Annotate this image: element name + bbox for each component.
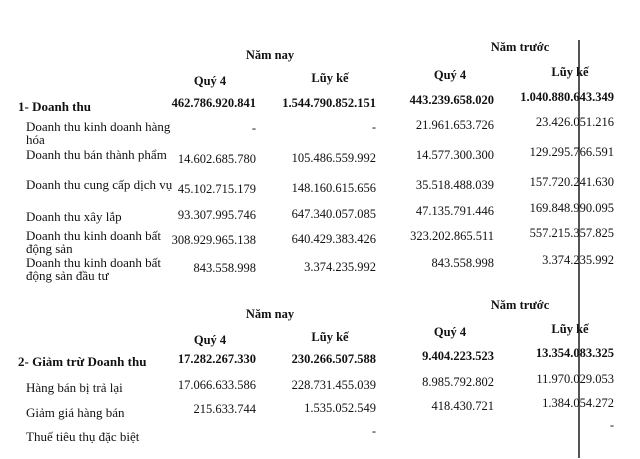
value-quarter-previous: 9.404.223.523 xyxy=(422,349,494,363)
value-quarter-previous: 14.577.300.300 xyxy=(415,148,494,162)
value-cumulative-previous: 3.374.235.992 xyxy=(542,253,614,267)
row-label: Doanh thu bán thành phẩm xyxy=(26,147,167,162)
row-label: 2- Giảm trừ Doanh thu xyxy=(18,354,147,369)
value-quarter-current: 843.558.998 xyxy=(193,261,256,275)
row-label: Thuế tiêu thụ đặc biệt xyxy=(26,429,140,444)
value-cumulative-previous: 11.970.029.053 xyxy=(536,372,614,386)
value-quarter-current: 17.282.267.330 xyxy=(177,352,256,366)
row-label: Doanh thu kinh doanh bất động sản xyxy=(26,228,162,256)
col-quarter-previous: Quý 4 xyxy=(433,325,467,339)
col-quarter-previous: Quý 4 xyxy=(433,68,467,82)
col-cumulative-current: Lũy kế xyxy=(311,330,349,344)
value-quarter-previous: 418.430.721 xyxy=(431,399,494,413)
value-quarter-previous: 47.135.791.446 xyxy=(415,204,494,218)
row-label: Doanh thu kinh doanh bất động sản đầu tư xyxy=(26,255,162,283)
value-cumulative-previous: 1.384.054.272 xyxy=(542,396,614,410)
value-quarter-previous: 8.985.792.802 xyxy=(422,375,494,389)
value-cumulative-current: 230.266.507.588 xyxy=(291,352,376,366)
value-quarter-previous: 443.239.658.020 xyxy=(409,93,494,107)
value-cumulative-previous: - xyxy=(609,418,614,432)
value-quarter-current: 308.929.965.138 xyxy=(171,233,256,247)
value-cumulative-current: 3.374.235.992 xyxy=(304,260,376,274)
col-cumulative-previous: Lũy kế xyxy=(551,65,589,79)
value-cumulative-current: 148.160.615.656 xyxy=(291,181,376,195)
value-quarter-current: 14.602.685.780 xyxy=(177,152,256,166)
value-cumulative-current: 1.535.052.549 xyxy=(304,401,376,415)
period-previous-header: Năm trước xyxy=(490,40,550,54)
value-cumulative-previous: 157.720.241.630 xyxy=(529,175,614,189)
value-cumulative-current: - xyxy=(371,120,376,134)
value-cumulative-current: 647.340.057.085 xyxy=(291,207,376,221)
row-label: 1- Doanh thu xyxy=(18,99,91,114)
col-cumulative-previous: Lũy kế xyxy=(551,322,589,336)
period-current-header: Năm nay xyxy=(245,307,295,321)
value-cumulative-previous: 129.295.766.591 xyxy=(529,145,614,159)
row-label: Hàng bán bị trả lại xyxy=(26,380,123,395)
row-label: Doanh thu xây lắp xyxy=(26,209,122,224)
value-cumulative-current: 105.486.559.992 xyxy=(291,151,376,165)
value-quarter-previous: 843.558.998 xyxy=(431,256,494,270)
value-cumulative-current: 640.429.383.426 xyxy=(291,232,376,246)
value-quarter-current: 45.102.715.179 xyxy=(177,182,256,196)
value-quarter-previous: 35.518.488.039 xyxy=(415,178,494,192)
row-label: Giảm giá hàng bán xyxy=(26,405,125,420)
value-cumulative-current: - xyxy=(371,424,376,438)
value-quarter-current: 462.786.920.841 xyxy=(171,96,256,110)
value-cumulative-previous: 13.354.083.325 xyxy=(535,346,614,360)
col-cumulative-current: Lũy kế xyxy=(311,71,349,85)
value-cumulative-previous: 169.848.990.095 xyxy=(529,201,614,215)
value-quarter-current: - xyxy=(251,121,256,135)
row-label: Doanh thu cung cấp dịch vụ xyxy=(26,177,173,192)
value-cumulative-previous: 23.426.051.216 xyxy=(535,115,614,129)
col-quarter-current: Quý 4 xyxy=(193,333,227,347)
value-quarter-current: 93.307.995.746 xyxy=(177,208,256,222)
value-quarter-current: 215.633.744 xyxy=(193,402,256,416)
value-quarter-previous: 323.202.865.511 xyxy=(410,229,494,243)
period-previous-header: Năm trước xyxy=(490,298,550,312)
value-cumulative-current: 1.544.790.852.151 xyxy=(282,96,376,110)
value-quarter-previous: 21.961.653.726 xyxy=(415,118,494,132)
value-quarter-current: 17.066.633.586 xyxy=(177,378,256,392)
period-current-header: Năm nay xyxy=(245,48,295,62)
value-cumulative-previous: 557.215.357.825 xyxy=(529,226,614,240)
col-quarter-current: Quý 4 xyxy=(193,74,227,88)
value-cumulative-previous: 1.040.880.643.349 xyxy=(520,90,614,104)
value-cumulative-current: 228.731.455.039 xyxy=(291,378,376,392)
row-label: Doanh thu kinh doanh hàng hóa xyxy=(26,119,171,147)
